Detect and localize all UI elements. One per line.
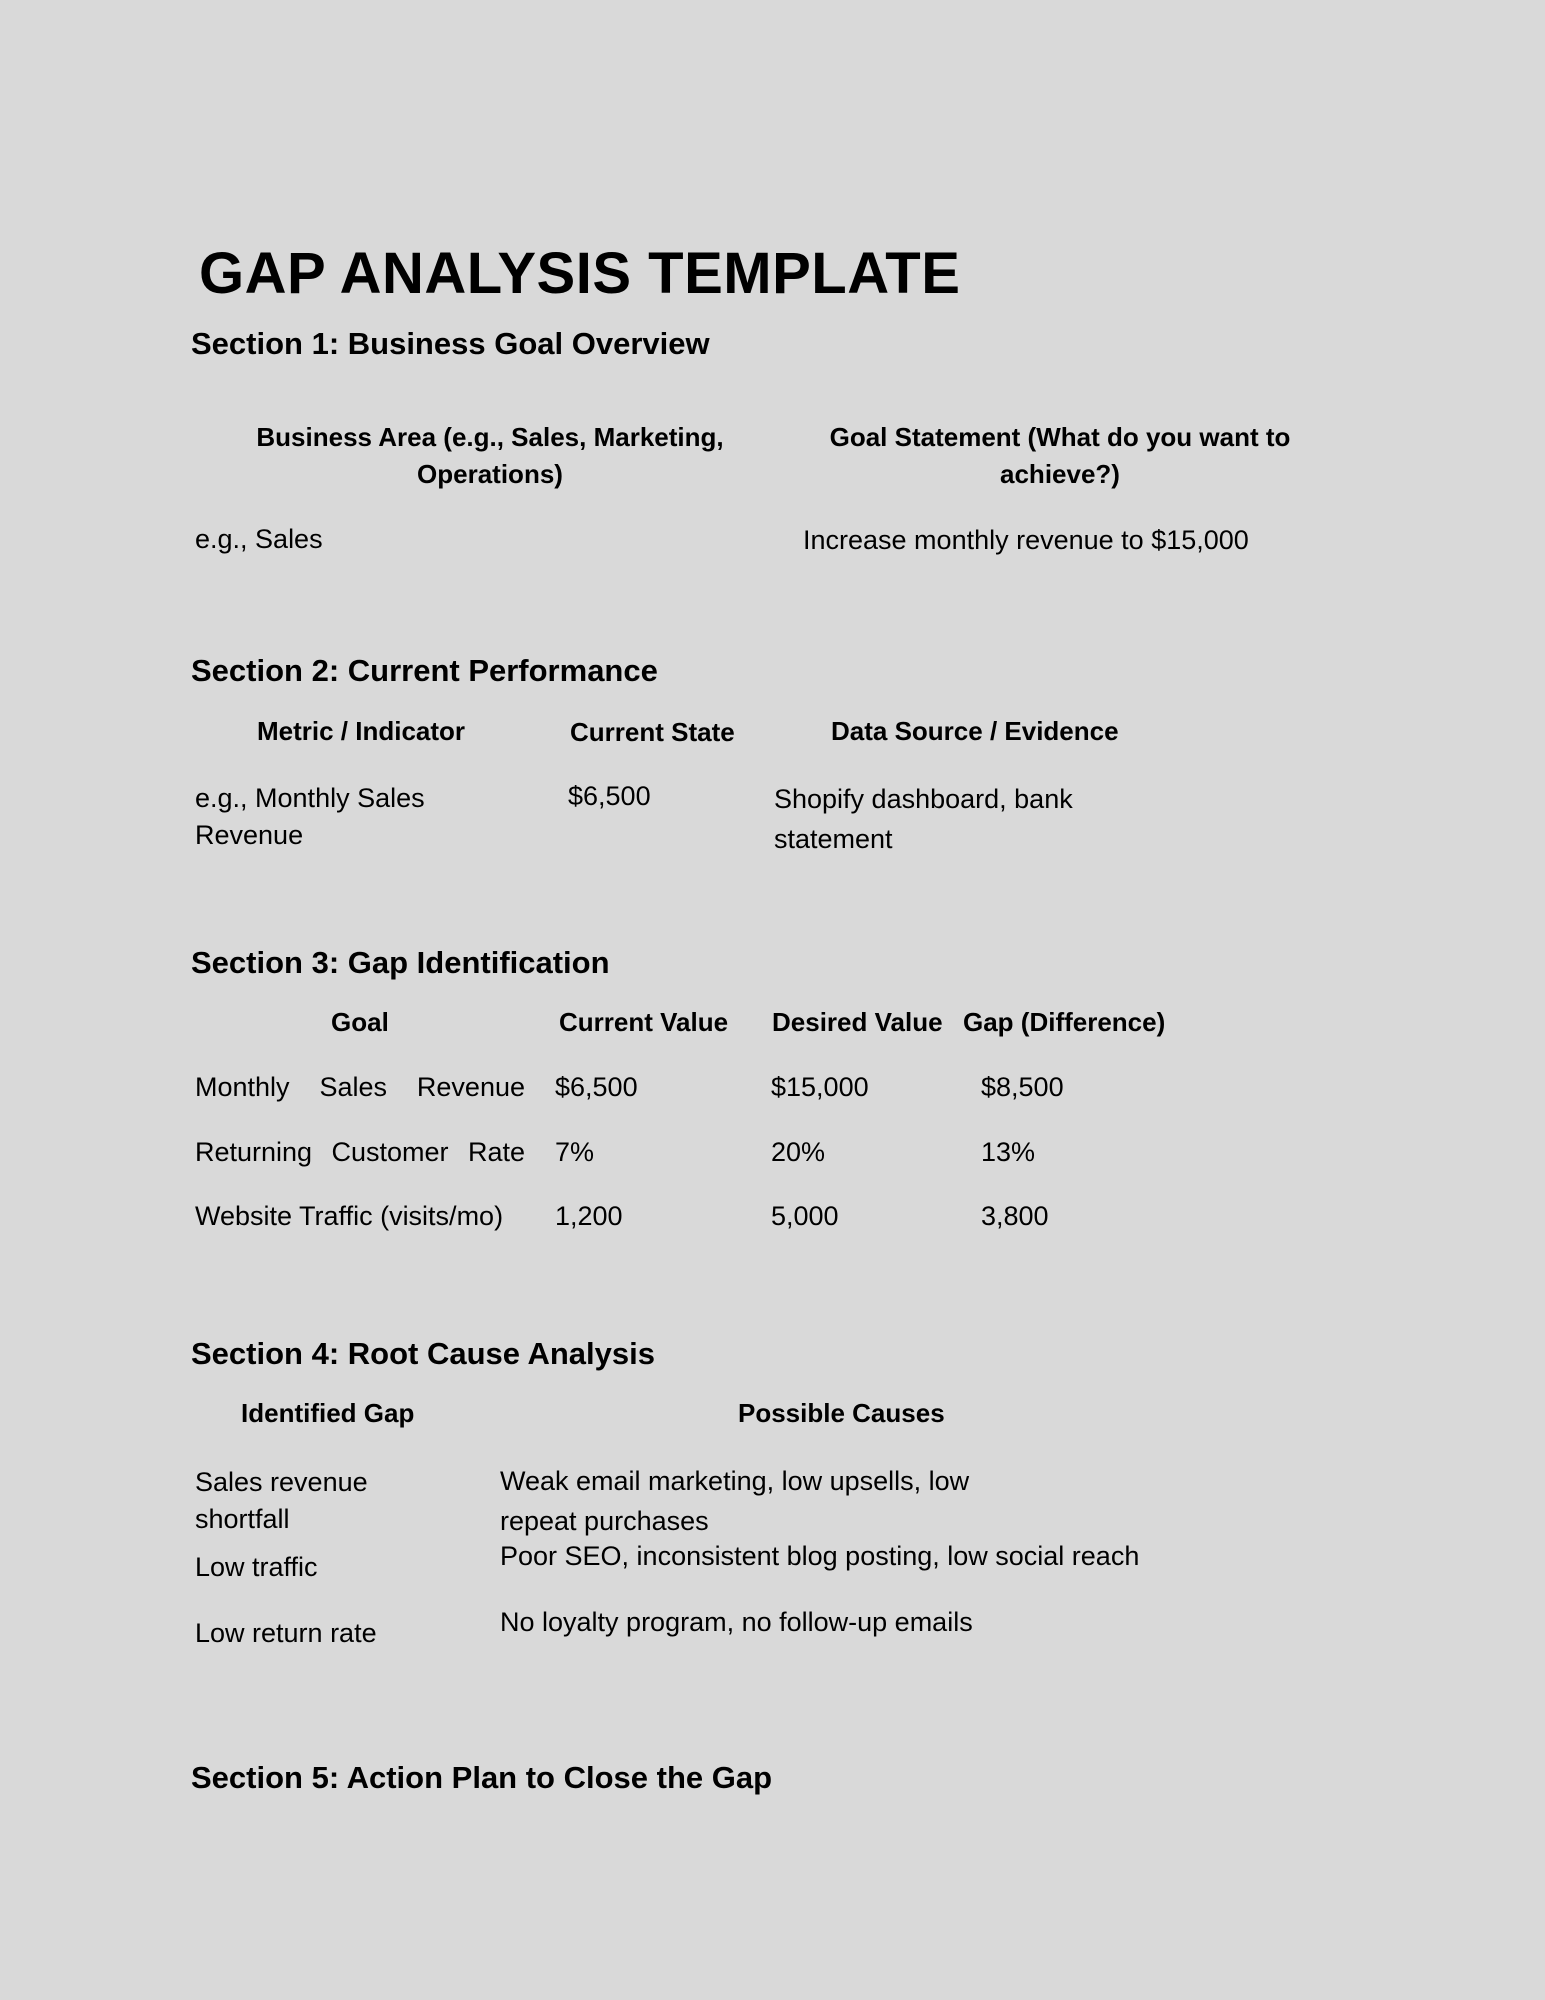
section-3-heading: Section 3: Gap Identification	[191, 945, 610, 980]
s3-header-goal: Goal	[331, 1007, 389, 1037]
s4-row-1-causes: Weak email marketing, low upsells, low repeat purchases	[500, 1466, 970, 1536]
s1-header-goal-statement: Goal Statement (What do you want to achieve?)	[829, 422, 1291, 489]
s3-header-desired-value: Desired Value	[772, 1007, 943, 1037]
s2-header-current-state: Current State	[570, 717, 735, 747]
s3-header-current-value: Current Value	[559, 1007, 729, 1037]
s3-row-1-current: $6,500	[555, 1072, 638, 1102]
s4-header-identified-gap: Identified Gap	[241, 1398, 415, 1428]
s2-cell-data-source: Shopify dashboard, bank statement	[774, 784, 1073, 854]
s3-row-1-gap: $8,500	[981, 1072, 1064, 1102]
section-5-heading: Section 5: Action Plan to Close the Gap	[191, 1760, 773, 1795]
s2-header-data-source: Data Source / Evidence	[831, 716, 1119, 746]
s3-row-1-goal: Monthly Sales Revenue	[195, 1072, 525, 1102]
s3-row-3-gap: 3,800	[981, 1201, 1049, 1231]
s4-header-possible-causes: Possible Causes	[738, 1398, 945, 1428]
s2-header-metric: Metric / Indicator	[257, 716, 466, 746]
s1-cell-goal-statement: Increase monthly revenue to $15,000	[803, 525, 1249, 555]
s3-row-3-current: 1,200	[555, 1201, 623, 1231]
section-4-heading: Section 4: Root Cause Analysis	[191, 1336, 655, 1371]
s3-row-2-gap: 13%	[981, 1137, 1036, 1167]
s3-header-gap: Gap (Difference)	[963, 1007, 1166, 1037]
s3-row-1-desired: $15,000	[771, 1072, 869, 1102]
section-2-heading: Section 2: Current Performance	[191, 653, 658, 688]
s4-row-3-causes: No loyalty program, no follow-up emails	[500, 1607, 973, 1637]
s4-row-2-gap: Low traffic	[195, 1552, 318, 1582]
s3-row-2-desired: 20%	[771, 1137, 826, 1167]
s3-row-2-goal: Returning Customer Rate	[195, 1137, 525, 1167]
section-1-heading: Section 1: Business Goal Overview	[191, 326, 710, 361]
s1-cell-business-area: e.g., Sales	[195, 524, 323, 554]
s2-cell-current-state: $6,500	[568, 781, 651, 811]
s3-row-3-goal: Website Traffic (visits/mo)	[195, 1201, 504, 1231]
s4-row-1-gap: Sales revenue shortfall	[195, 1467, 368, 1534]
page-title: GAP ANALYSIS TEMPLATE	[199, 241, 961, 306]
s2-cell-metric: e.g., Monthly Sales Revenue	[195, 783, 425, 850]
s3-row-2-current: 7%	[555, 1137, 595, 1167]
s4-row-2-causes: Poor SEO, inconsistent blog posting, low social reach	[500, 1541, 1140, 1571]
s4-row-3-gap: Low return rate	[195, 1618, 377, 1648]
s1-header-business-area: Business Area (e.g., Sales, Marketing, Operations)	[256, 422, 724, 489]
s3-row-3-desired: 5,000	[771, 1201, 839, 1231]
